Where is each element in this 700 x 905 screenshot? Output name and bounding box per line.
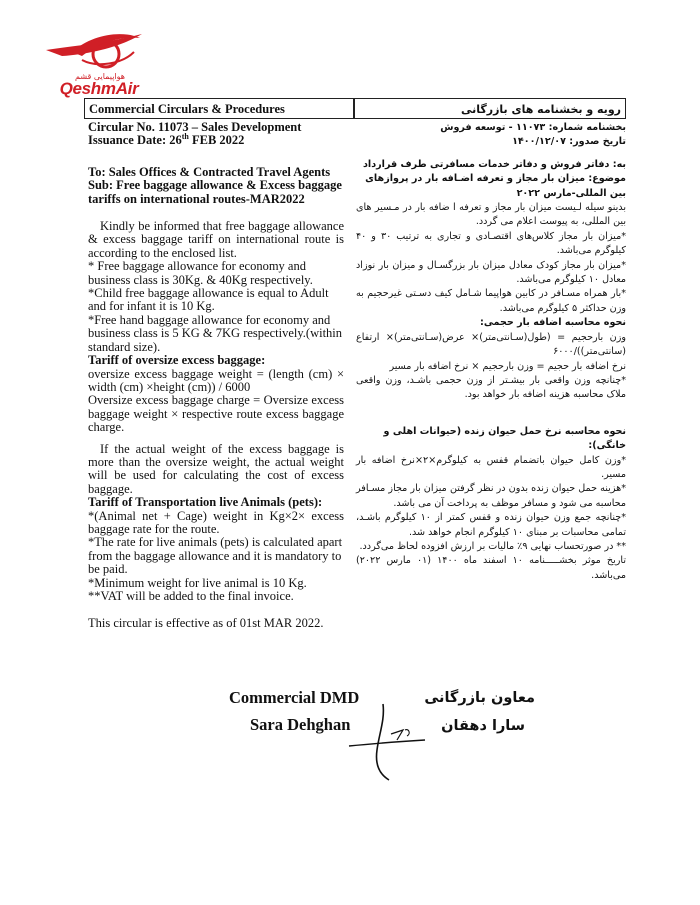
handwritten-signature-icon bbox=[345, 700, 430, 782]
qeshmair-emblem-icon bbox=[42, 24, 152, 74]
circular-number-fa: بخشنامه شماره: ۱۱۰۷۳ - توسعه فروش bbox=[440, 122, 626, 133]
qeshmair-logo bbox=[42, 24, 152, 98]
issuance-date-suffix-sup: th bbox=[181, 132, 189, 142]
signatory-title-fa: معاون بازرگانی bbox=[424, 690, 535, 706]
intro-paragraph: Kindly be informed that free baggage allowance & excess baggage tariff on international route is according to the enclosed list. bbox=[88, 219, 344, 260]
addressee-fa: به: دفاتر فروش و دفاتر خدمات مسافرتی طرف قرارداد bbox=[363, 158, 626, 170]
oversize-actual-weight-note-fa: *چنانچه وزن واقعی بار بیشـتر از وزن حجمی باشـد، وزن واقعی ملاک محاسبه هزینه اضافه بار خواهد بود. bbox=[356, 374, 626, 401]
header-left-title: Commercial Circulars & Procedures bbox=[84, 98, 354, 119]
animals-heading: Tariff of Transportation live Animals (pets): bbox=[88, 495, 323, 510]
signatory-name-fa: سارا دهقان bbox=[441, 718, 525, 734]
oversize-weight-formula: oversize excess baggage weight = (length (cm) × width (cm) ×height (cm)) / 6000 bbox=[88, 366, 344, 394]
child-allowance: *Child free baggage allowance is equal to Adult and for infant it is 10 Kg. bbox=[88, 286, 329, 314]
economy-business-allowance-fa: *میزان بار مجاز کلاس‌های اقتصـادی و تجاری به ترتیب ۳۰ و ۴۰ کیلوگرم می‌باشد. bbox=[356, 230, 626, 257]
issue-date-fa: تاریخ صدور: ۱۴۰۰/۱۲/۰۷ bbox=[512, 136, 626, 148]
effective-date-fa: تاریخ موثر بخشـــــنامه ۱۰ اسفند ماه ۱۴۰۰ (۰۱ مارس ۲۰۲۲) می‌باشد. bbox=[356, 555, 626, 581]
signatory-title-en: Commercial DMD bbox=[229, 688, 360, 707]
signatory-name-en: Sara Dehghan bbox=[250, 715, 351, 734]
logo-brand-en: QeshmAir bbox=[59, 79, 139, 98]
oversize-charge-formula: Oversize excess baggage charge = Oversize excess baggage weight × respective route excess baggage charge. bbox=[88, 393, 344, 435]
header-right-title: رویه و بخشنامه های بازرگانی bbox=[354, 98, 626, 119]
animal-rate-separate-fa: *هزینه حمل حیوان زنده بدون در نظر گرفتن میزان بار مجاز مسـافر محاسبه می شود و مسافر موظف به پرداخت آن می باشد. bbox=[356, 483, 626, 509]
animals-heading-fa: نحوه محاسبه نرخ حمل حیوان زنده (حیوانات اهلی و خانگی): bbox=[383, 425, 626, 452]
english-column bbox=[88, 121, 344, 631]
logo-brand-fa: هواپیمایی قشم bbox=[75, 72, 125, 81]
effective-date: This circular is effective as of 01st MAR 2022. bbox=[88, 616, 324, 631]
subject-fa: موضوع: میزان بار مجاز و تعرفه اضـافه بار در پروازهای بین المللی-مارس ۲۰۲۲ bbox=[365, 173, 626, 199]
oversize-heading-fa: نحوه محاسبه اضافه بار حجمی: bbox=[480, 317, 626, 329]
persian-column bbox=[356, 121, 626, 583]
addressee: To: Sales Offices & Contracted Travel Agents bbox=[88, 164, 331, 179]
issuance-date-prefix: Issuance Date: 26 bbox=[88, 133, 182, 148]
animal-minimum-weight-fa: *چنانچه جمع وزن حیوان زنده و قفس کمتر از ۱۰ کیلوگرم باشـد، تمامی محاسبات بر مبنای ۱۰ کیلوگرم انجام خواهد شد. bbox=[356, 512, 626, 538]
issuance-date bbox=[88, 134, 344, 147]
animal-minimum-weight: *Minimum weight for live animal is 10 Kg. bbox=[88, 575, 307, 590]
oversize-charge-formula-fa: نرخ اضافه بار حجیم = وزن بارحجیم × نرخ اضافه بار مسیر bbox=[389, 360, 626, 372]
hand-baggage-allowance-fa: *بار همراه مسـافر در کابین هواپیما شـامل کیف دسـتی غیرحجیم به وزن حداکثر ۵ کیلوگرم می‌باشد. bbox=[356, 288, 626, 314]
animal-rate-formula: *(Animal net + Cage) weight in Kg×2× excess baggage rate for the route. bbox=[88, 508, 344, 536]
oversize-weight-formula-fa: وزن بارحجیم = (طول(سـانتی‌متر)× عرض(سـانتی‌متر)× ارتفاع (سانتی‌متر))/۶۰۰۰ bbox=[356, 331, 626, 358]
animal-rate-separate: *The rate for live animals (pets) is calculated apart from the baggage allowance and it is mandatory to be paid. bbox=[88, 535, 343, 577]
issuance-date-suffix: FEB 2022 bbox=[188, 133, 245, 148]
hand-baggage-allowance: *Free hand baggage allowance for economy and business class is 5 KG & 7KG respectively.(within standard size). bbox=[88, 312, 343, 354]
vat-note-fa: ** در صورتحساب نهایی ۹٪ مالیات بر ارزش افزوده لحاظ می‌گردد. bbox=[359, 540, 626, 552]
animal-rate-formula-fa: *وزن کامل حیوان باتضمام قفس به کیلوگرم×۲×نرخ اضافه بار مسیر. bbox=[356, 454, 626, 480]
economy-business-allowance: * Free baggage allowance for economy and business class is 30Kg. & 40Kg respectively. bbox=[88, 259, 313, 287]
subject: Sub: Free baggage allowance & Excess baggage tariffs on international routes-MAR2022 bbox=[88, 178, 342, 206]
intro-paragraph-fa: بدینو سیله لـیست میزان بار مجاز و تعرفه ا ضافه بار در مـسیر های بین المللی، به پیوست اعلام می گردد. bbox=[356, 202, 626, 228]
oversize-heading: Tariff of oversize excess baggage: bbox=[88, 353, 266, 368]
vat-note: **VAT will be added to the final invoice. bbox=[88, 589, 294, 603]
child-allowance-fa: *میزان بار مجاز کودک معادل میزان بار بزرگسـال و میزان بار نوزاد معادل ۱۰ کیلوگرم می‌باشد. bbox=[356, 259, 626, 286]
oversize-actual-weight-note: If the actual weight of the excess baggage is more than the oversize weight, the actual weight will be used for calculating the cost of excess baggage. bbox=[88, 441, 344, 496]
circular-number: Circular No. 11073 – Sales Development bbox=[88, 120, 302, 134]
